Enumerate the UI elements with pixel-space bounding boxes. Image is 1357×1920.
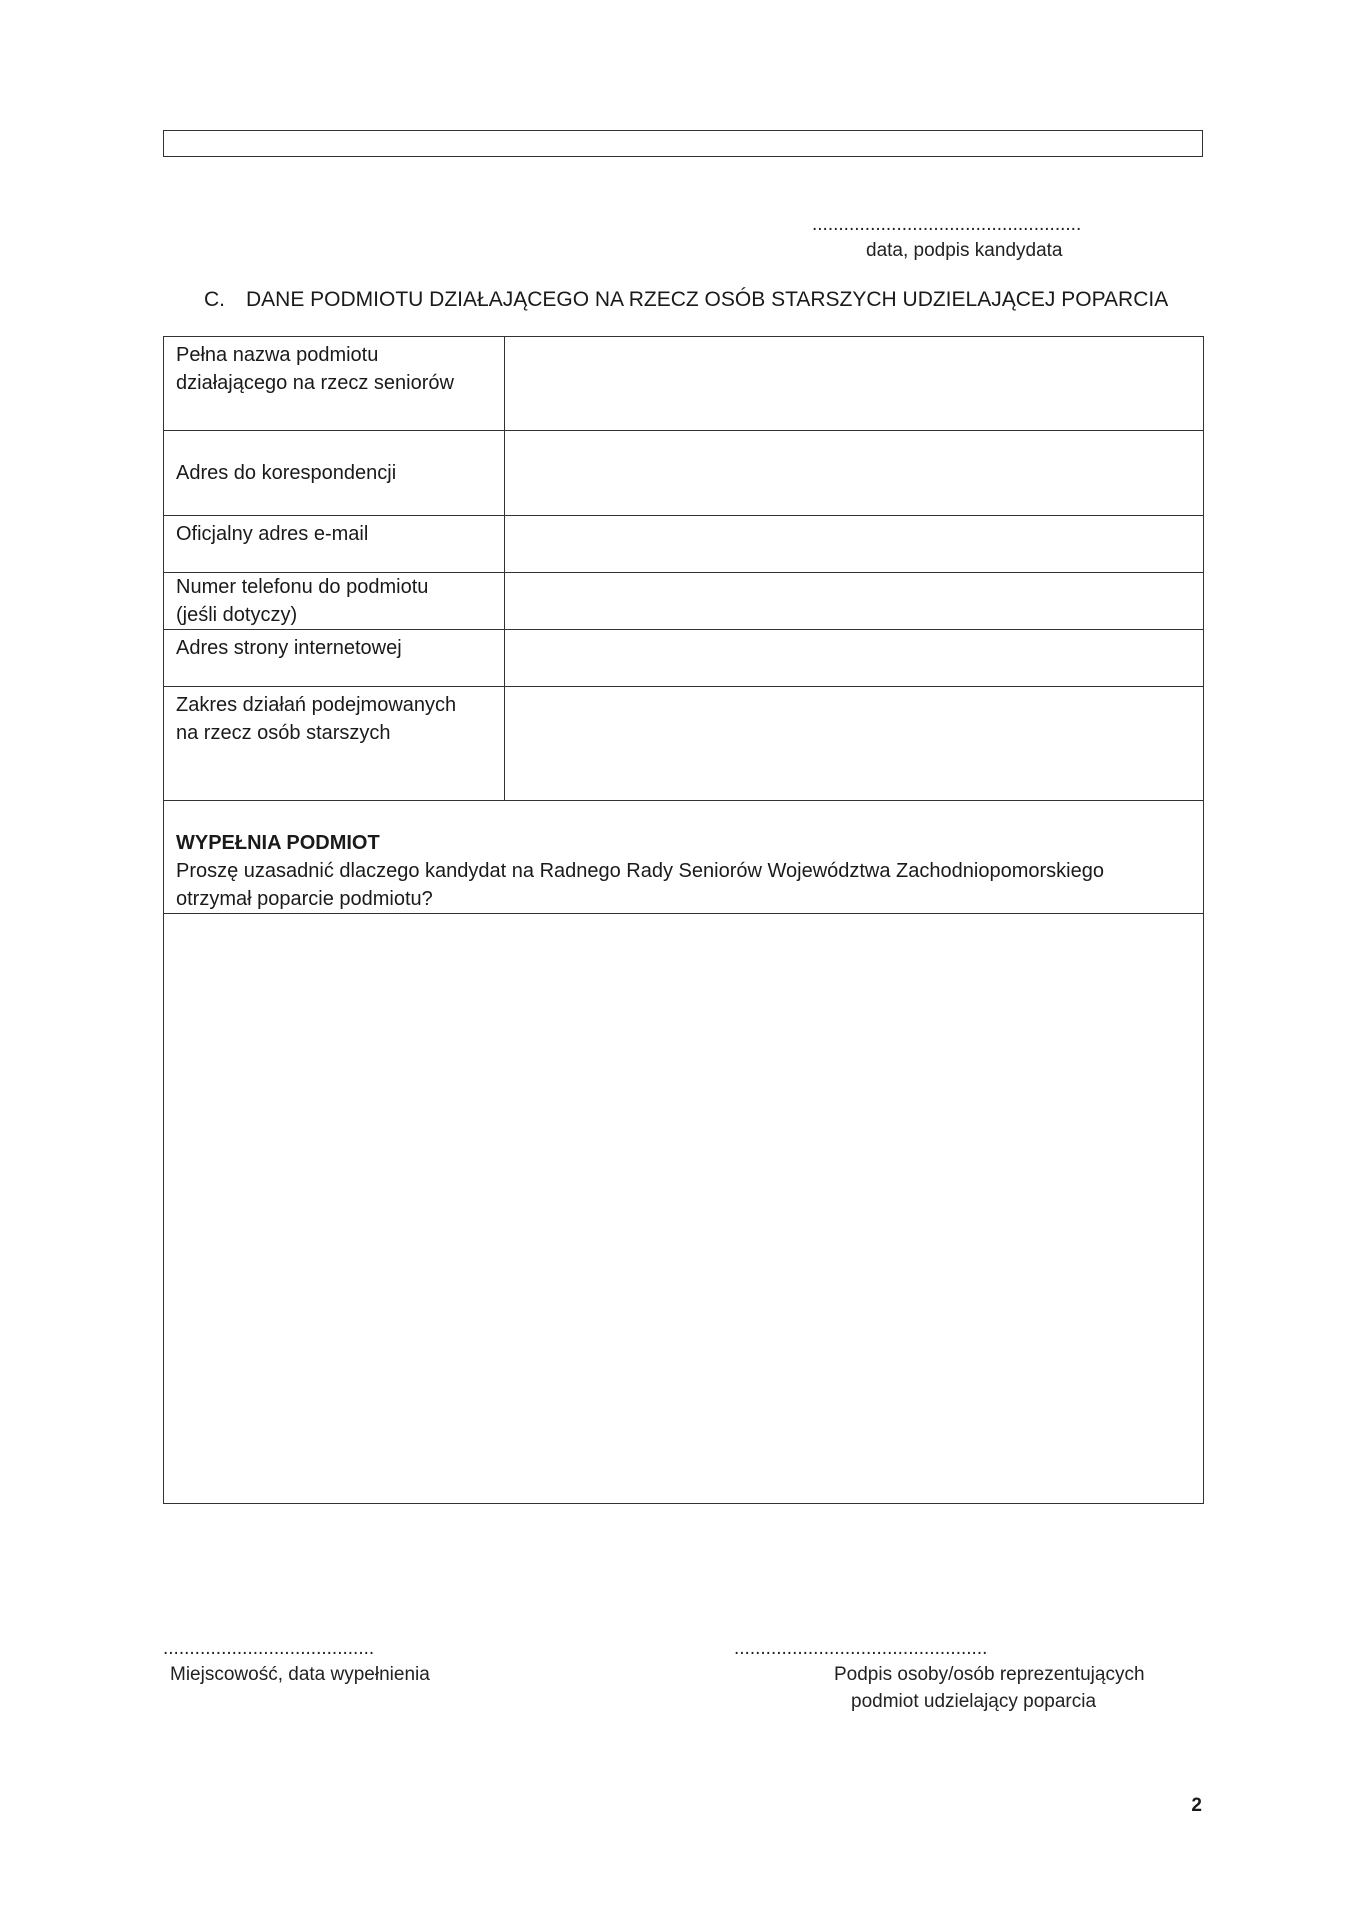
section-number: C.	[204, 288, 225, 311]
table-row	[164, 630, 1204, 687]
entity-data-table	[163, 336, 1204, 1504]
field-value-scope[interactable]	[505, 687, 1204, 801]
field-value-website[interactable]	[505, 630, 1204, 687]
table-row	[164, 914, 1204, 1504]
justification-question-line1: Proszę uzasadnić dlaczego kandydat na Radnego Rady Seniorów Województwa Zachodniopomorskiego	[176, 860, 1104, 882]
candidate-signature-caption: data, podpis kandydata	[866, 240, 1063, 261]
representative-signature-caption-line2: podmiot udzielający poparcia	[851, 1691, 1097, 1712]
field-value-full-name[interactable]	[505, 337, 1204, 431]
section-heading	[204, 288, 1168, 312]
table-row	[164, 431, 1204, 516]
field-value-email[interactable]	[505, 516, 1204, 573]
representative-signature-caption-line1: Podpis osoby/osób reprezentujących	[834, 1664, 1145, 1685]
page-number: 2	[1191, 1795, 1202, 1816]
field-label-website: Adres strony internetowej	[164, 630, 505, 687]
place-date-caption: Miejscowość, data wypełnienia	[170, 1664, 430, 1685]
section-title: DANE PODMIOTU DZIAŁAJĄCEGO NA RZECZ OSÓB STARSZYCH UDZIELAJĄCEJ POPARCIA	[246, 288, 1169, 311]
candidate-signature-line: ...................................................	[812, 214, 1082, 235]
justification-answer-area[interactable]	[164, 914, 1204, 1504]
table-row	[164, 516, 1204, 573]
field-value-phone[interactable]	[505, 573, 1204, 630]
table-row	[164, 573, 1204, 630]
field-value-address[interactable]	[505, 431, 1204, 516]
field-label-scope: Zakres działań podejmowanych na rzecz osób starszych	[164, 687, 505, 801]
justification-header	[164, 801, 1204, 914]
table-row	[164, 687, 1204, 801]
place-date-line: ........................................	[163, 1638, 375, 1659]
field-label-address: Adres do korespondencji	[164, 431, 505, 516]
table-row	[164, 337, 1204, 431]
justification-question-line2: otrzymał poparcie podmiotu?	[176, 888, 433, 910]
top-empty-field-box[interactable]	[163, 130, 1203, 157]
field-label-full-name: Pełna nazwa podmiotu działającego na rzecz seniorów	[164, 337, 505, 431]
table-row	[164, 801, 1204, 914]
field-label-phone: Numer telefonu do podmiotu (jeśli dotyczy)	[164, 573, 505, 630]
representative-signature-line: ................................................	[734, 1638, 988, 1659]
justification-title: WYPEŁNIA PODMIOT	[176, 832, 380, 854]
field-label-email: Oficjalny adres e-mail	[164, 516, 505, 573]
